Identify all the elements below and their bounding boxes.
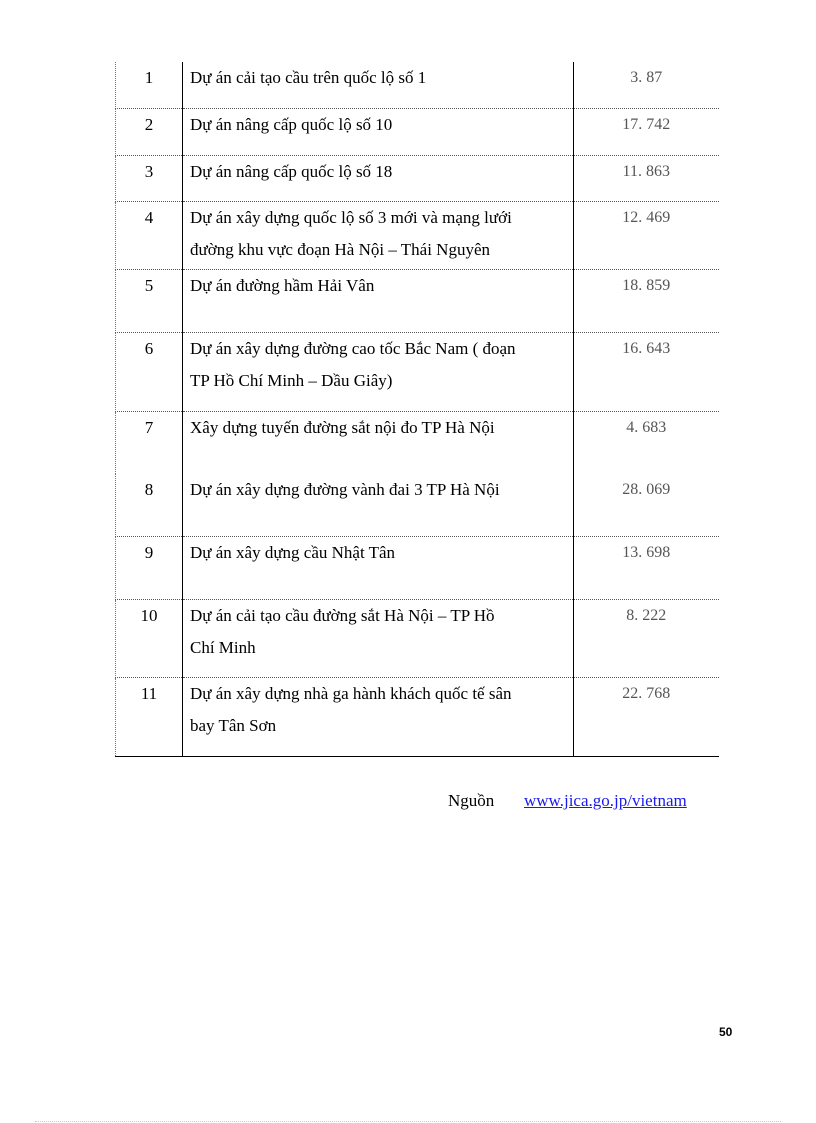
project-value: 22. 768 bbox=[574, 677, 719, 756]
page-bottom-divider bbox=[35, 1121, 781, 1122]
row-number: 6 bbox=[116, 332, 183, 411]
table-row bbox=[116, 108, 719, 155]
project-value: 13. 698 bbox=[574, 536, 719, 599]
project-value: 8. 222 bbox=[574, 599, 719, 677]
table-row bbox=[116, 201, 719, 269]
project-value: 11. 863 bbox=[574, 155, 719, 201]
project-value: 4. 683 bbox=[626, 418, 667, 436]
row-number: 8 bbox=[116, 474, 183, 536]
page-number: 50 bbox=[719, 1025, 733, 1039]
table-row bbox=[116, 474, 719, 536]
row-number: 10 bbox=[116, 599, 183, 677]
row-number: 1 bbox=[116, 62, 183, 108]
project-value: 17. 742 bbox=[574, 108, 719, 155]
table-row bbox=[116, 536, 719, 599]
row-number: 2 bbox=[116, 108, 183, 155]
project-name: Dự án xây dựng đường vành đai 3 TP Hà Nội bbox=[183, 474, 574, 536]
row-number: 11 bbox=[116, 677, 183, 756]
row-number: 7 bbox=[116, 411, 183, 474]
projects-table-body bbox=[116, 62, 719, 756]
row-number: 5 bbox=[116, 269, 183, 332]
table-row bbox=[116, 269, 719, 332]
table-row bbox=[116, 62, 719, 108]
table-row bbox=[116, 677, 719, 756]
project-value: 3. 87 bbox=[574, 62, 719, 108]
project-name: Dự án nâng cấp quốc lộ số 18 bbox=[183, 155, 574, 201]
table-row bbox=[116, 155, 719, 201]
project-name: Dự án đường hầm Hải Vân bbox=[183, 269, 574, 332]
project-name: Xây dựng tuyến đường sắt nội đo TP Hà Nội bbox=[183, 411, 574, 474]
project-name: Dự án xây dựng đường cao tốc Bắc Nam ( đoạn TP Hồ Chí Minh – Dầu Giây) bbox=[183, 332, 574, 411]
table-row bbox=[116, 599, 719, 677]
project-name: Dự án cải tạo cầu trên quốc lộ số 1 bbox=[183, 62, 574, 108]
row-number: 9 bbox=[116, 536, 183, 599]
project-value: 28. 069 bbox=[574, 474, 719, 536]
projects-table bbox=[115, 62, 719, 757]
source-link[interactable]: www.jica.go.jp/vietnam bbox=[524, 791, 687, 810]
table-row bbox=[116, 411, 719, 474]
row-number: 3 bbox=[116, 155, 183, 201]
project-value: 12. 469 bbox=[574, 201, 719, 269]
project-value: 16. 643 bbox=[574, 332, 719, 411]
source-label: Nguồn bbox=[448, 791, 495, 810]
project-name: Dự án xây dựng quốc lộ số 3 mới và mạng lưới đường khu vực đoạn Hà Nội – Thái Nguyên bbox=[183, 201, 574, 269]
project-name: Dự án xây dựng cầu Nhật Tân bbox=[183, 536, 574, 599]
project-name: Dự án nâng cấp quốc lộ số 10 bbox=[183, 108, 574, 155]
project-name: Dự án cải tạo cầu đường sắt Hà Nội – TP Hồ Chí Minh bbox=[183, 599, 574, 677]
table-row bbox=[116, 332, 719, 411]
project-name: Dự án xây dựng nhà ga hành khách quốc tế sân bay Tân Sơn bbox=[183, 677, 574, 756]
project-value: 18. 859 bbox=[574, 269, 719, 332]
row-number: 4 bbox=[116, 201, 183, 269]
source-citation bbox=[448, 790, 687, 812]
